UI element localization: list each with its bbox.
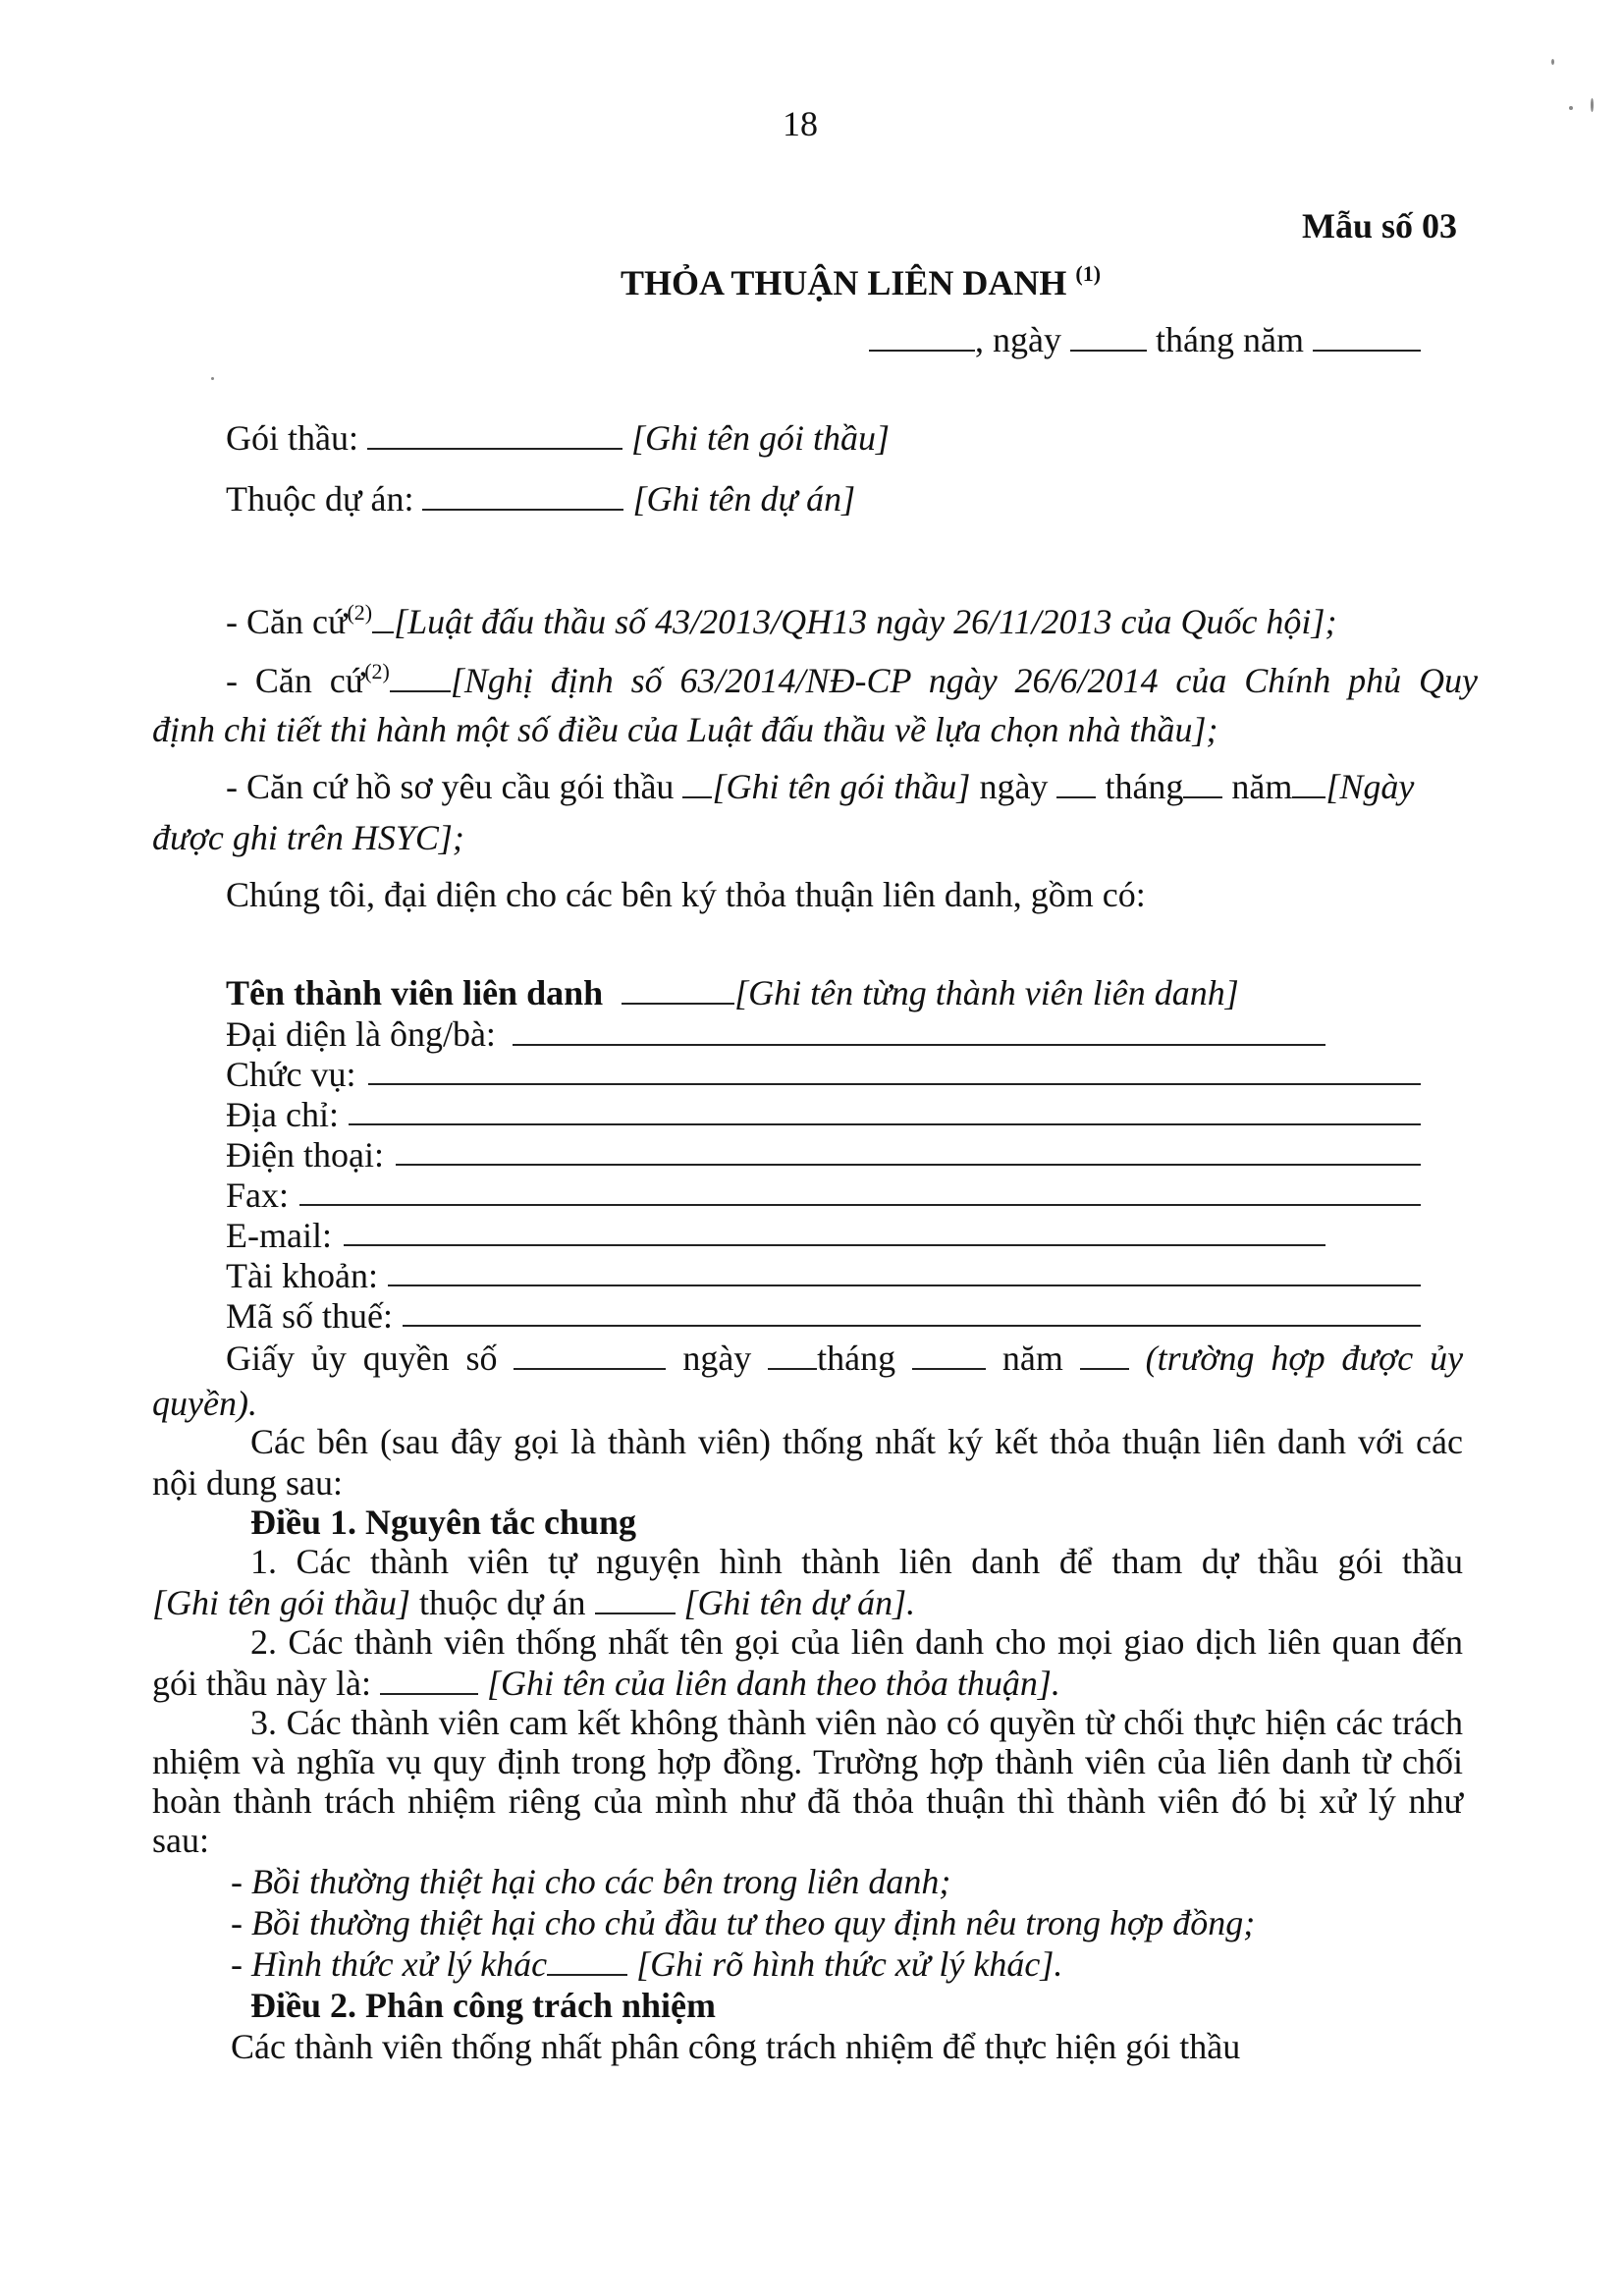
can-cu-3-ngay: ngày <box>979 767 1049 806</box>
article1-p1-line2 <box>152 1585 915 1620</box>
account-field[interactable] <box>388 1285 1421 1286</box>
article1-b3-prefix: - Hình thức xử lý khác <box>231 1944 548 1984</box>
authorization-day-blank <box>768 1342 817 1370</box>
place-blank <box>869 324 975 352</box>
can-cu-3-prefix: - Căn cứ hồ sơ yêu cầu gói thầu <box>226 767 675 806</box>
article1-p1-hint1: [Ghi tên gói thầu] <box>152 1583 411 1622</box>
can-cu-2-blank <box>390 665 451 692</box>
can-cu-3-year-blank <box>1292 771 1325 798</box>
article1-p2-prefix: gói thầu này là: <box>152 1664 371 1703</box>
goi-thau-label: Gói thầu: <box>226 418 358 458</box>
form-id: Mẫu số 03 <box>1302 206 1458 246</box>
article1-p1-blank <box>595 1587 676 1614</box>
article1-p3-line3: hoàn thành trách nhiệm riêng của mình như đã thỏa thuận thì thành viên đó bị xử lý như <box>152 1781 1463 1821</box>
day-blank <box>1070 324 1147 352</box>
thuoc-du-an-label: Thuộc dự án: <box>226 479 414 519</box>
authorization-nam: năm <box>1001 1339 1063 1378</box>
authorization-month-blank <box>912 1342 986 1370</box>
agreement-intro-line2: nội dung sau: <box>152 1463 343 1503</box>
authorization-number-blank <box>514 1342 666 1370</box>
can-cu-3-hint: [Ghi tên gói thầu] <box>712 767 971 806</box>
article1-bullet3 <box>231 1946 1062 1982</box>
member-name-blank <box>622 977 734 1005</box>
phone-label: Điện thoại: <box>226 1135 384 1175</box>
year-blank <box>1313 324 1421 352</box>
page-number: 18 <box>783 104 818 143</box>
position-label: Chức vụ: <box>226 1055 356 1094</box>
can-cu-2-text1: [Nghị định số 63/2014/NĐ-CP ngày 26/6/2014 của Chính phủ Quy <box>450 661 1478 700</box>
scan-speck <box>1569 106 1573 110</box>
agreement-intro-line1: Các bên (sau đây gọi là thành viên) thống nhất ký kết thỏa thuận liên danh với các <box>250 1422 1463 1461</box>
can-cu-3-line2: được ghi trên HSYC]; <box>152 818 464 857</box>
email-label: E-mail: <box>226 1216 332 1255</box>
authorization-label: Giấy ủy quyền số <box>226 1339 498 1378</box>
thuoc-du-an-hint: [Ghi tên dự án] <box>632 479 856 519</box>
can-cu-3-thang: tháng <box>1105 767 1184 806</box>
scan-speck <box>1551 59 1554 65</box>
member-name-line <box>226 975 1239 1011</box>
article1-bullet1: - Bồi thường thiệt hại cho các bên trong liên danh; <box>231 1862 951 1901</box>
member-name-label: Tên thành viên liên danh <box>226 973 604 1012</box>
goi-thau-hint: [Ghi tên gói thầu] <box>630 418 890 458</box>
article1-title: Điều 1. Nguyên tắc chung <box>250 1503 637 1542</box>
article1-bullet2: - Bồi thường thiệt hại cho chủ đầu tư theo quy định nêu trong hợp đồng; <box>231 1903 1256 1942</box>
authorization-note1: (trường hợp được ủy <box>1145 1339 1464 1378</box>
thuoc-du-an-blank <box>422 483 623 511</box>
goi-thau-blank <box>367 422 622 450</box>
can-cu-1-prefix: - Căn cứ <box>226 602 348 641</box>
article1-p3-line4: sau: <box>152 1821 209 1860</box>
article1-p2-line2 <box>152 1666 1060 1701</box>
phone-field[interactable] <box>396 1164 1421 1166</box>
can-cu-2-text2: định chi tiết thi hành một số điều của Luật đấu thầu về lựa chọn nhà thầu]; <box>152 710 1218 749</box>
can-cu-2-line1 <box>226 659 1478 700</box>
can-cu-2-prefix: - Căn cứ <box>226 661 365 700</box>
can-cu-3-hint2: [Ngày <box>1325 767 1415 806</box>
date-nam-label: năm <box>1242 320 1304 359</box>
address-label: Địa chỉ: <box>226 1095 339 1134</box>
title-text: THỎA THUẬN LIÊN DANH <box>621 263 1067 302</box>
account-label: Tài khoản: <box>226 1256 378 1295</box>
article1-p2-hint: [Ghi tên của liên danh theo thỏa thuận]. <box>486 1664 1060 1703</box>
can-cu-1-text: [Luật đấu thầu số 43/2013/QH13 ngày 26/11/2013 của Quốc hội]; <box>394 602 1337 641</box>
can-cu-1-blank <box>372 606 394 633</box>
article2-p1: Các thành viên thống nhất phân công trách nhiệm để thực hiện gói thầu <box>231 2027 1241 2066</box>
article2-title: Điều 2. Phân công trách nhiệm <box>250 1986 717 2025</box>
intro-text: Chúng tôi, đại diện cho các bên ký thỏa thuận liên danh, gồm có: <box>226 875 1146 914</box>
article1-p2-blank <box>380 1667 478 1695</box>
scan-speck <box>211 377 214 380</box>
can-cu-3-blank <box>682 771 712 798</box>
goi-thau-line <box>226 420 890 456</box>
article1-b3-hint: [Ghi rõ hình thức xử lý khác]. <box>636 1944 1063 1984</box>
article1-p3-line2: nhiệm và nghĩa vụ quy định trong hợp đồng. Trường hợp thành viên của liên danh từ chối <box>152 1742 1463 1781</box>
address-field[interactable] <box>349 1123 1421 1125</box>
date-line <box>869 322 1421 357</box>
can-cu-1-note: (2) <box>347 600 373 625</box>
title-footnote: (1) <box>1075 261 1102 286</box>
tax-label: Mã số thuế: <box>226 1296 393 1336</box>
authorization-thang: tháng <box>817 1339 896 1378</box>
position-field[interactable] <box>368 1083 1421 1085</box>
can-cu-3-nam: năm <box>1231 767 1293 806</box>
authorization-note2: quyền). <box>152 1384 257 1423</box>
thuoc-du-an-line <box>226 481 855 517</box>
article1-p2-line1: 2. Các thành viên thống nhất tên gọi của liên danh cho mọi giao dịch liên quan đến <box>250 1622 1463 1662</box>
member-name-hint: [Ghi tên từng thành viên liên danh] <box>734 973 1239 1012</box>
can-cu-1 <box>226 600 1337 641</box>
rep-field[interactable] <box>513 1044 1325 1046</box>
scan-speck <box>1591 98 1594 112</box>
date-ngay-label: , ngày <box>975 320 1061 359</box>
can-cu-2-note: (2) <box>364 659 390 683</box>
article1-p1-mid: thuộc dự án <box>419 1583 586 1622</box>
date-thang-label: tháng <box>1155 320 1234 359</box>
article1-p1-hint2: [Ghi tên dự án]. <box>683 1583 916 1622</box>
email-field[interactable] <box>344 1244 1325 1246</box>
can-cu-3-day-blank <box>1056 771 1096 798</box>
authorization-line1 <box>226 1340 1463 1376</box>
article1-p3-line1: 3. Các thành viên cam kết không thành viên nào có quyền từ chối thực hiện các trách <box>250 1703 1463 1742</box>
article1-b3-blank <box>547 1948 627 1976</box>
tax-field[interactable] <box>403 1325 1421 1327</box>
fax-label: Fax: <box>226 1175 290 1215</box>
authorization-ngay: ngày <box>682 1339 752 1378</box>
can-cu-3-line1 <box>226 769 1414 804</box>
article1-p1-line1: 1. Các thành viên tự nguyện hình thành liên danh để tham dự thầu gói thầu <box>250 1542 1463 1581</box>
authorization-year-blank <box>1080 1342 1129 1370</box>
document-title <box>621 261 1102 302</box>
rep-label: Đại diện là ông/bà: <box>226 1014 496 1054</box>
can-cu-3-month-blank <box>1183 771 1222 798</box>
fax-field[interactable] <box>299 1204 1421 1206</box>
